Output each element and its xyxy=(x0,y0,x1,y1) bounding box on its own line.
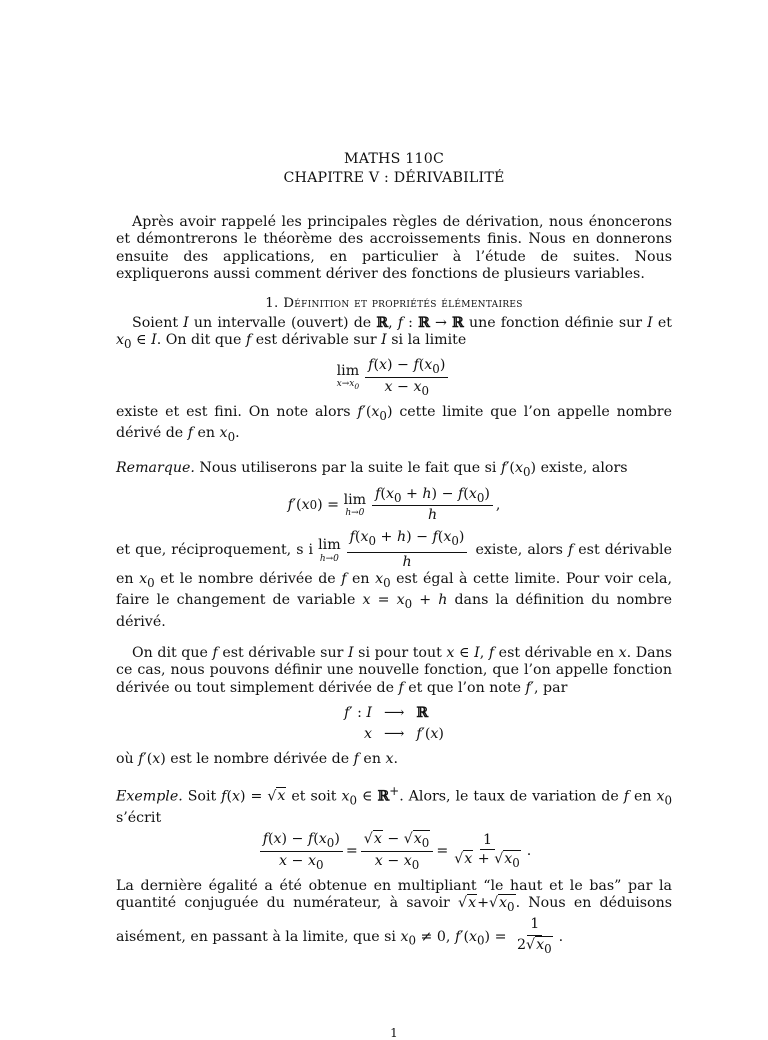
intro-paragraph: Après avoir rappelé les principales règles de dérivation, nous énoncerons et démontrerons le théorème des accroissements finis. Nous en donnerons ensuite des applications, en particulier à l’étude de suites. Nous expliquerons aussi comment dériver des fonctions de plusieurs variables. xyxy=(116,214,672,283)
rate-of-change-formula: $\frac{f(x) - f(x_0)}{x - x_0}$ = $\frac{√x - √x_0}{x - x_0}$ = $\frac{1}{√x + √x_0}$ . xyxy=(116,831,672,872)
remark-label: Remarque. xyxy=(116,460,195,477)
section-number: 1. xyxy=(265,295,279,311)
example-paragraph: Exemple. Soit f(x) = √x et soit $x_0$ ∈ ℝ+. Alors, le taux de variation de f en $x_0$ s’écrit xyxy=(116,783,672,826)
derivative-mapping: f′ : I ⟶ ℝ x ⟶ f′(x) xyxy=(344,705,444,743)
limit-definition-formula: lim $x\to x_0$ $\frac{f(x) - f(x_0)}{x - x_0}$ xyxy=(116,357,672,398)
example-conclusion-paragraph: La dernière égalité a été obtenue en multipliant “le haut et le bas” par la quantité conjuguée du numérateur, à savoir $√x+√x_0$. Nous en déduisons aisément, en passant à la limite, que si $x_0 \ne 0$, $f'(x_0)$ = $\frac{1}{2√x_0}$ . xyxy=(116,877,673,956)
document-page xyxy=(116,150,673,1040)
definition-paragraph: Soient I un intervalle (ouvert) de ℝ, f : ℝ → ℝ une fonction définie sur I et $x_0$ ∈ I. On dit que f est dérivable sur I si la limite xyxy=(116,314,672,351)
chapter-title: CHAPITRE V : DÉRIVABILITÉ xyxy=(283,170,505,186)
section-heading xyxy=(116,296,672,311)
section-title: Définition et propriétés élémentaires xyxy=(283,295,523,311)
example-label: Exemple. xyxy=(116,788,183,805)
page-number: 1 xyxy=(390,1026,398,1040)
course-title: MATHS 110C xyxy=(344,151,444,167)
derivative-value-paragraph: où f′(x) est le nombre dérivée de f en x. xyxy=(116,751,399,768)
remark-paragraph: Remarque. Nous utiliserons par la suite le fait que si $f'(x_0)$ existe, alors xyxy=(116,460,628,480)
remark-converse-paragraph: et que, réciproquement, s i lim h→0 $\frac{f(x_0 + h) - f(x_0)}{h}$ existe, alors f est dérivable en $x_0$ et le nombre dérivée de f en $x_0$ est égal à cette limite. Pour voir cela, faire le changement de variable $x = x_0 + h$ dans la définition du nombre dérivé. xyxy=(116,529,673,630)
derivative-function-paragraph: On dit que f est dérivable sur I si pour tout x ∈ I, f est dérivable en x. Dans ce cas, nous pouvons définir une nouvelle fonction, que l’on appelle fonction dérivée ou tout simplement dérivée de f et que l’on note f′, par xyxy=(116,644,673,696)
increment-limit-formula: f ′( x 0 ) = lim h→0 $\frac{f(x_0 + h) - f(x_0)}{h}$ , xyxy=(287,485,501,524)
derivative-number-paragraph: existe et est fini. On note alors $f'(x_0)$ cette limite que l’on appelle nombre dérivé de f en $x_0$. xyxy=(116,403,672,444)
